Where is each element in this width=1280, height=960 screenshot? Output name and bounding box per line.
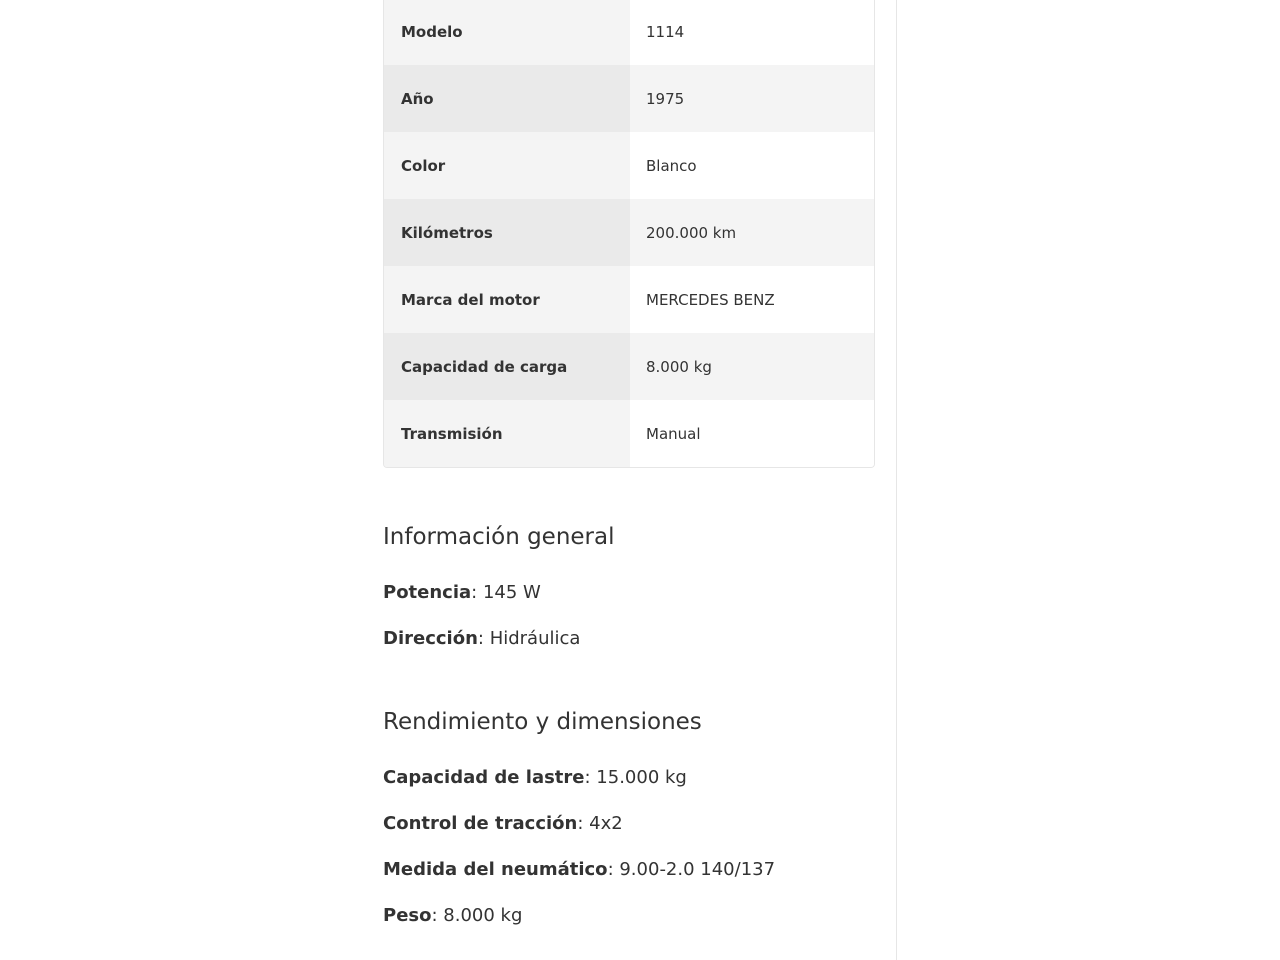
info-item: Control de tracción: 4x2 [383, 813, 623, 834]
spec-label: Color [384, 132, 630, 199]
spec-value: 1114 [630, 0, 874, 65]
info-item: Peso: 8.000 kg [383, 905, 523, 926]
spec-value: 1975 [630, 65, 874, 132]
section-title: Información general [383, 524, 615, 550]
spec-value: Blanco [630, 132, 874, 199]
info-value: 9.00-2.0 140/137 [619, 859, 776, 880]
table-row [384, 199, 874, 266]
spec-label: Kilómetros [384, 199, 630, 266]
spec-label: Marca del motor [384, 266, 630, 333]
table-row [384, 132, 874, 199]
spec-value: 8.000 kg [630, 333, 874, 400]
section-title: Rendimiento y dimensiones [383, 709, 702, 735]
info-item: Dirección: Hidráulica [383, 628, 581, 649]
table-row [384, 400, 874, 467]
info-item: Potencia: 145 W [383, 582, 541, 603]
info-item: Capacidad de lastre: 15.000 kg [383, 767, 687, 788]
info-value: 145 W [482, 582, 541, 603]
info-value: 15.000 kg [596, 767, 687, 788]
table-row [384, 65, 874, 132]
spec-label: Año [384, 65, 630, 132]
spec-label: Capacidad de carga [384, 333, 630, 400]
info-label: Potencia [383, 582, 472, 603]
performance-section [383, 707, 883, 926]
info-item: Medida del neumático: 9.00-2.0 140/137 [383, 859, 776, 880]
spec-value: Manual [630, 400, 874, 467]
table-row [384, 0, 874, 65]
info-label: Dirección [383, 628, 478, 649]
info-label: Medida del neumático [383, 859, 608, 880]
spec-label: Transmisión [384, 400, 630, 467]
specs-table [383, 0, 875, 468]
column-divider [896, 0, 897, 960]
info-value: 8.000 kg [443, 905, 523, 926]
spec-value: 200.000 km [630, 199, 874, 266]
info-label: Control de tracción [383, 813, 578, 834]
info-value: 4x2 [589, 813, 623, 834]
table-row [384, 333, 874, 400]
general-info-section [383, 522, 883, 649]
spec-value: MERCEDES BENZ [630, 266, 874, 333]
info-label: Capacidad de lastre [383, 767, 585, 788]
spec-label: Modelo [384, 0, 630, 65]
info-label: Peso [383, 905, 432, 926]
info-value: Hidráulica [489, 628, 581, 649]
table-row [384, 266, 874, 333]
